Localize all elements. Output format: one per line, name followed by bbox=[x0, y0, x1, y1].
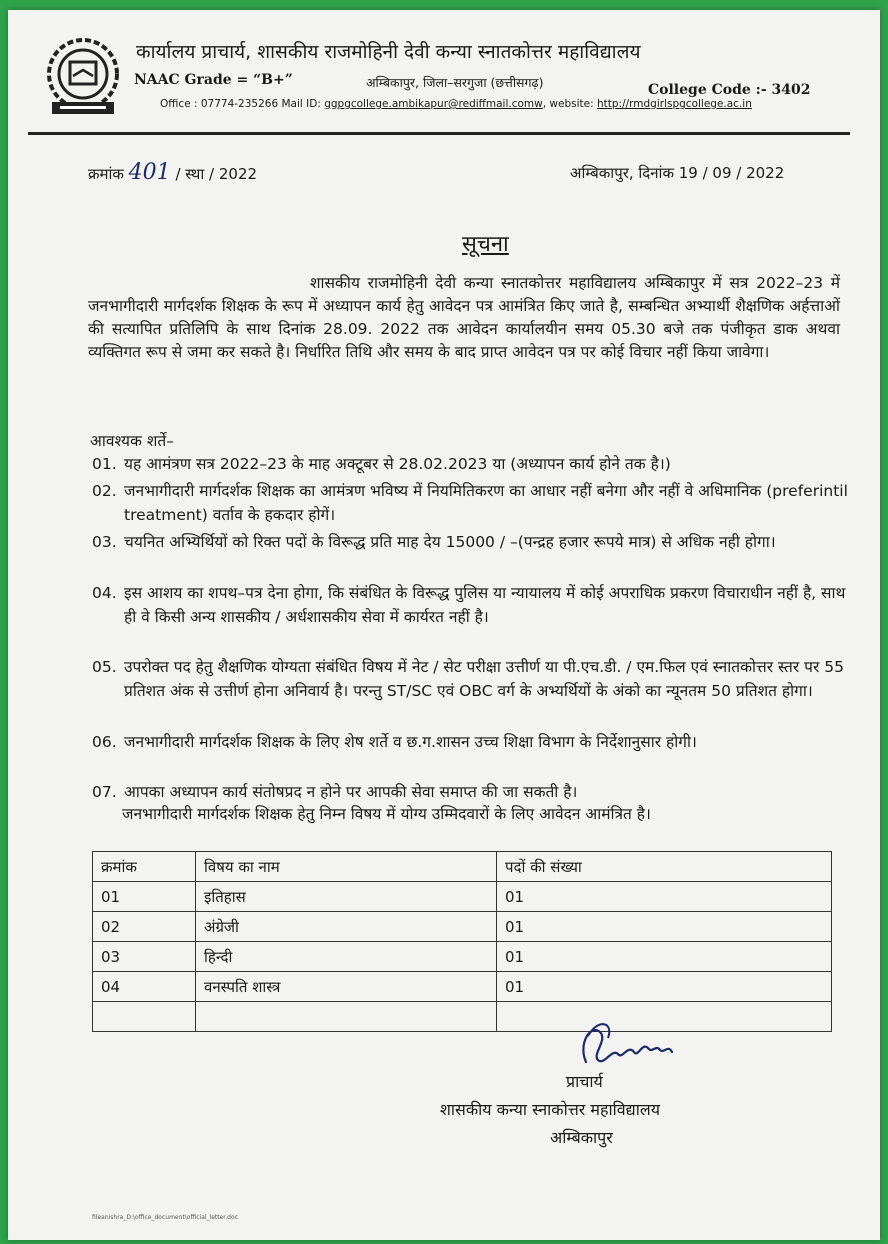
cell-serial bbox=[93, 1002, 196, 1032]
cell-posts: 01 bbox=[497, 882, 832, 912]
cell-serial: 03 bbox=[93, 942, 196, 972]
cell-subject: वनस्पति शास्त्र bbox=[196, 972, 497, 1002]
condition-text: उपरोक्त पद हेतु शैक्षणिक योग्यता संबंधित विषय में नेट / सेट परीक्षा उत्तीर्ण या पी.एच.डी. / एम.फिल एवं स्नातकोत्तर स्तर पर 55 प्रतिशत अंक से उत्तीर्ण होना अनिवार्य है। परन्तु ST/SC एवं OBC वर्ग के अभ्यर्थियों के अंको का न्यूनतम 50 प्रतिशत होगा। bbox=[124, 658, 844, 700]
condition-text: चयनित अभ्यिर्थियों को रिक्त पदों के विरूद्ध प्रति माह देय 15000 / –(पन्द्रह हजार रूपये मात्र) से अधिक नही होगा। bbox=[124, 533, 776, 551]
condition-number: 04. bbox=[92, 584, 117, 602]
condition-item bbox=[92, 581, 852, 629]
cell-posts: 01 bbox=[497, 942, 832, 972]
condition-item bbox=[92, 780, 852, 804]
table-header-row bbox=[93, 852, 832, 882]
table-row bbox=[93, 972, 832, 1002]
document-path: fileanishra_D:\office_document\official_letter.doc bbox=[92, 1214, 238, 1221]
table-row bbox=[93, 942, 832, 972]
office-contact bbox=[160, 98, 752, 110]
website-link[interactable]: http://rmdgirlspgcollege.ac.in bbox=[596, 98, 752, 110]
notice-heading: सूचना bbox=[462, 232, 509, 257]
condition-number: 03. bbox=[92, 533, 117, 551]
condition-item bbox=[92, 530, 852, 554]
email-link[interactable]: ggpgcollege.ambikapur@rediffmail.comw bbox=[324, 98, 543, 110]
condition-item bbox=[92, 452, 852, 476]
condition-text: इस आशय का शपथ–पत्र देना होगा, कि संबंधित के विरूद्ध पुलिस या न्यायालय में कोई अपराधिक प्रकरण विचाराधीन नहीं है, साथ ही वे किसी अन्य शासकीय / अर्धशासकीय सेवा में कार्यरत नहीं है। bbox=[124, 584, 846, 626]
cell-posts: 01 bbox=[497, 972, 832, 1002]
condition-number: 07. bbox=[92, 783, 117, 801]
signatory-designation: प्राचार्य bbox=[566, 1072, 603, 1091]
cell-subject: हिन्दी bbox=[196, 942, 497, 972]
signatory-college: शासकीय कन्या स्नाकोत्तर महाविद्यालय bbox=[440, 1100, 661, 1119]
table-row bbox=[93, 912, 832, 942]
condition-number: 06. bbox=[92, 733, 117, 751]
condition-number: 01. bbox=[92, 455, 117, 473]
intro-paragraph: शासकीय राजमोहिनी देवी कन्या स्नातकोत्तर महाविद्यालय अम्बिकापुर में सत्र 2022–23 में जनभागीदारी मार्गदर्शक शिक्षक के रूप में अध्यापन कार्य हेतु आवेदन पत्र आमंत्रित किए जाते है, सम्बन्धित अभ्यार्थी शैक्षणिक अर्हत्ताओं की सत्यापित प्रतिलिपि के साथ दिनांक 28.09. 2022 तक आवेदन कार्यालयीन समय 05.30 बजे तक पंजीकृत डाक अथवा व्यक्तिगत रूप से जमा कर सकते है। निर्धारित तिथि और समय के बाद प्राप्त आवेदन पत्र पर कोई विचार नहीं किया जावेगा। bbox=[88, 274, 840, 361]
cell-serial: 04 bbox=[93, 972, 196, 1002]
condition-text: जनभागीदारी मार्गदर्शक शिक्षक के लिए शेष शर्ते व छ.ग.शासन उच्च शिक्षा विभाग के निर्देशानुसार होगी। bbox=[124, 733, 697, 751]
cell-serial: 01 bbox=[93, 882, 196, 912]
cell-posts: 01 bbox=[497, 912, 832, 942]
college-code: College Code :- 3402 bbox=[648, 82, 811, 98]
table-row bbox=[93, 882, 832, 912]
condition-item bbox=[92, 655, 852, 703]
condition-number: 05. bbox=[92, 658, 117, 676]
ref-handwritten-number: 401 bbox=[128, 160, 171, 185]
ref-prefix: क्रमांक bbox=[88, 165, 129, 183]
header-subject: विषय का नाम bbox=[196, 852, 497, 882]
condition-item bbox=[92, 479, 852, 527]
condition-text: यह आमंत्रण सत्र 2022–23 के माह अक्टूबर से 28.02.2023 या (अध्यापन कार्य होने तक है।) bbox=[124, 455, 671, 473]
letter-date: अम्बिकापुर, दिनांक 19 / 09 / 2022 bbox=[570, 164, 785, 182]
condition-text: आपका अध्यापन कार्य संतोषप्रद न होने पर आपकी सेवा समाप्त की जा सकती है। bbox=[124, 783, 578, 801]
table-row-empty bbox=[93, 1002, 832, 1032]
office-phone: Office : 07774-235266 Mail ID: bbox=[160, 98, 325, 110]
header-serial: क्रमांक bbox=[93, 852, 196, 882]
college-logo-icon bbox=[42, 36, 124, 118]
posts-table bbox=[92, 851, 832, 1032]
header-posts: पदों की संख्या bbox=[497, 852, 832, 882]
reference-number bbox=[88, 160, 257, 185]
cell-subject: अंग्रेजी bbox=[196, 912, 497, 942]
cell-subject bbox=[196, 1002, 497, 1032]
ref-suffix: / स्था / 2022 bbox=[170, 165, 258, 183]
signature-icon bbox=[568, 1014, 688, 1074]
condition-item bbox=[92, 730, 852, 754]
office-title: कार्यालय प्राचार्य, शासकीय राजमोहिनी देवी कन्या स्नातकोत्तर महाविद्यालय bbox=[136, 41, 641, 63]
invitation-text: जनभागीदारी मार्गदर्शक शिक्षक हेतु निम्न विषय में योग्य उम्मिदवारों के लिए आवेदन आमंत्रित है। bbox=[122, 805, 651, 823]
header-divider bbox=[28, 132, 850, 135]
condition-text: जनभागीदारी मार्गदर्शक शिक्षक का आमंत्रण भविष्य में नियमितिकरण का आधार नहीं बनेगा और नहीं वे अधिमानिक (preferintil treatment) वर्ताव के हकदार होगें। bbox=[124, 482, 848, 524]
signatory-city: अम्बिकापुर bbox=[550, 1128, 613, 1147]
conditions-title: आवश्यक शर्ते– bbox=[90, 432, 174, 450]
cell-subject: इतिहास bbox=[196, 882, 497, 912]
college-address: अम्बिकापुर, जिला–सरगुजा (छत्तीसगढ़) bbox=[366, 75, 544, 90]
cell-serial: 02 bbox=[93, 912, 196, 942]
naac-grade: NAAC Grade = “B+” bbox=[134, 72, 293, 88]
website-prefix: , website: bbox=[542, 98, 597, 110]
condition-number: 02. bbox=[92, 482, 117, 500]
